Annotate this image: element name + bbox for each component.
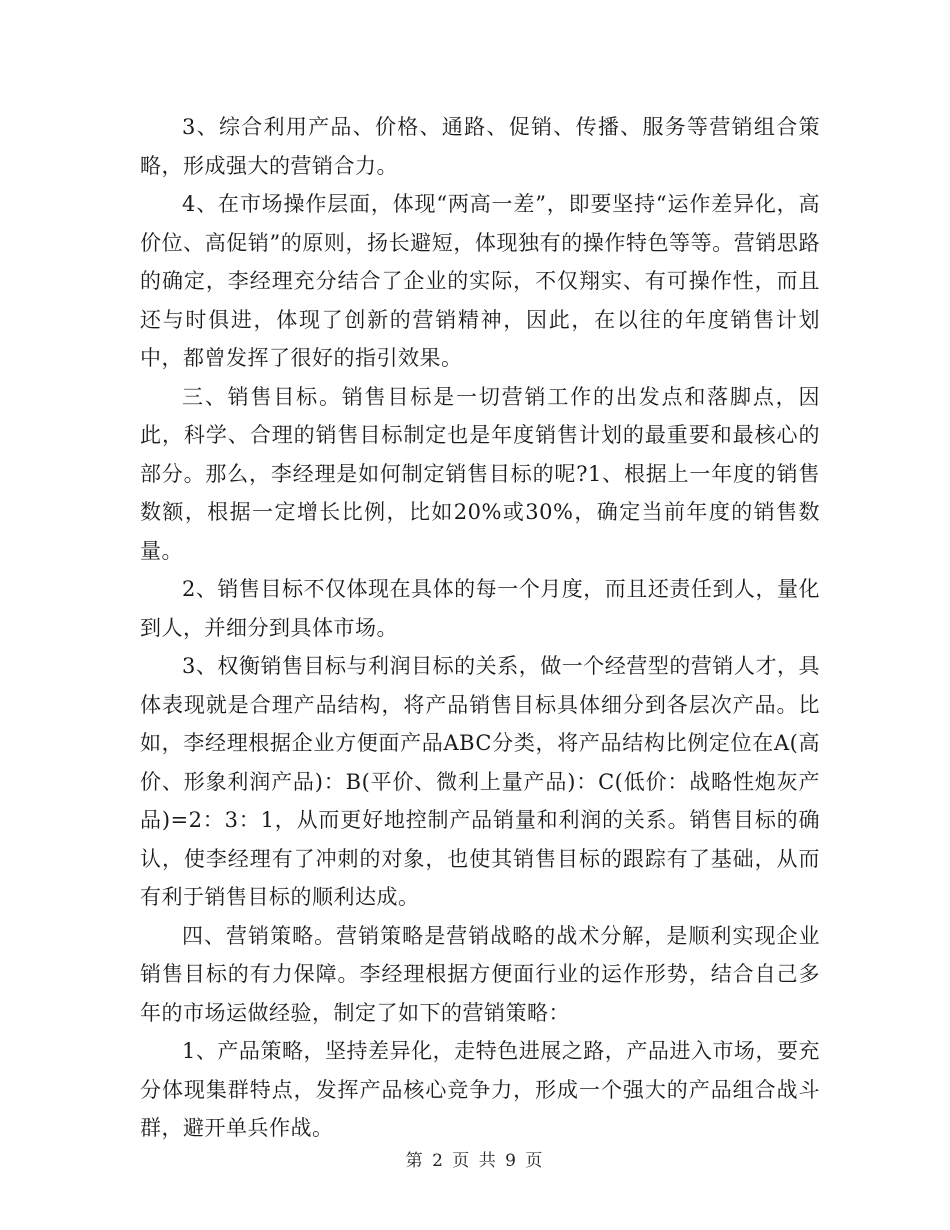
document-body (140, 108, 820, 1148)
paragraph: 3、综合利用产品、价格、通路、促销、传播、服务等营销组合策略，形成强大的营销合力。 (140, 115, 820, 178)
paragraph: 3、权衡销售目标与利润目标的关系，做一个经营型的营销人才，具体表现就是合理产品结构，将产品销售目标具体细分到各层次产品。比如，李经理根据企业方便面产品ABC分类，将产品结构比例定位在A(高价、形象利润产品)：B(平价、微利上量产品)：C(低价：战略性炮灰产品)=2：3：1，从而更好地控制产品销量和利润的关系。销售目标的确认，使李经理有了冲刺的对象，也使其销售目标的跟踪有了基础，从而有利于销售目标的顺利达成。 (140, 654, 820, 909)
paragraph: 4、在市场操作层面，体现“两高一差”，即要坚持“运作差异化，高价位、高促销”的原则，扬长避短，体现独有的操作特色等等。营销思路的确定，李经理充分结合了企业的实际，不仅翔实、有可操作性，而且还与时俱进，体现了创新的营销精神，因此，在以往的年度销售计划中，都曾发挥了很好的指引效果。 (140, 192, 820, 370)
paragraph: 2、销售目标不仅体现在具体的每一个月度，而且还责任到人，量化到人，并细分到具体市场。 (140, 577, 820, 640)
paragraph: 三、销售目标。销售目标是一切营销工作的出发点和落脚点，因此，科学、合理的销售目标制定也是年度销售计划的最重要和最核心的部分。那么，李经理是如何制定销售目标的呢?1、根据上一年度的销售数额，根据一定增长比例，比如20%或30%，确定当前年度的销售数量。 (140, 384, 820, 563)
paragraph: 四、营销策略。营销策略是营销战略的战术分解，是顺利实现企业销售目标的有力保障。李经理根据方便面行业的运作形势，结合自己多年的市场运做经验，制定了如下的营销策略： (140, 923, 820, 1025)
paragraph: 1、产品策略，坚持差异化，走特色进展之路，产品进入市场，要充分体现集群特点，发挥产品核心竞争力，形成一个强大的产品组合战斗群，避开单兵作战。 (140, 1039, 820, 1140)
page-number-footer: 第 2 页 共 9 页 (405, 1151, 545, 1171)
